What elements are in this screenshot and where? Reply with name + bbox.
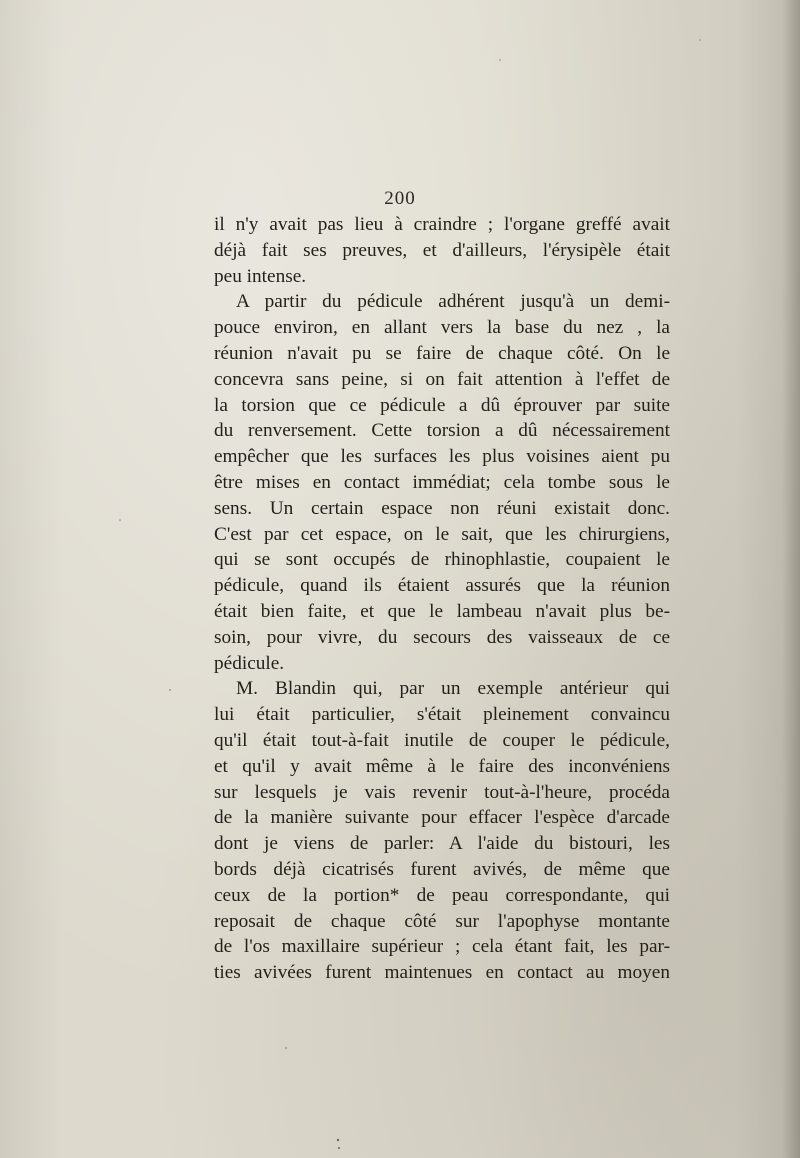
page-number: 200 (384, 188, 416, 209)
text-line: peu intense. (214, 265, 307, 287)
text-line: la torsion que ce pédicule a dû éprouver par suite (214, 394, 670, 416)
text-line: et qu'il y avait même à le faire des inconvéniens (214, 755, 670, 777)
text-line: était bien faite, et que le lambeau n'avait plus be- (214, 600, 670, 622)
body-text (214, 212, 670, 986)
text-line: déjà fait ses preuves, et d'ailleurs, l'érysipèle était (214, 239, 670, 261)
text-line: être mises en contact immédiat; cela tombe sous le (214, 471, 670, 493)
text-line: empêcher que les surfaces les plus voisines aient pu (214, 446, 670, 468)
text-line: sens. Un certain espace non réuni existait donc. (214, 497, 670, 519)
text-line: concevra sans peine, si on fait attention à l'effet de (214, 368, 670, 390)
text-line: lui était particulier, s'était pleinement convaincu (214, 704, 670, 726)
text-line: de l'os maxillaire supérieur ; cela étant fait, les par- (214, 936, 670, 958)
text-line: ceux de la portion* de peau correspondante, qui (214, 884, 670, 906)
text-line: reposait de chaque côté sur l'apophyse montante (214, 910, 670, 932)
text-line: A partir du pédicule adhérent jusqu'à un demi- (236, 291, 670, 313)
text-line: C'est par cet espace, on le sait, que les chirurgiens, (214, 523, 670, 545)
text-line: ties avivées furent maintenues en contact au moyen (214, 962, 670, 984)
text-line: qu'il était tout-à-fait inutile de couper le pédicule, (214, 729, 670, 751)
page-edge-shadow (782, 0, 800, 1158)
text-line: pouce environ, en allant vers la base du nez , la (214, 317, 670, 339)
text-line: du renversement. Cette torsion a dû nécessairement (214, 420, 670, 442)
text-line: pédicule. (214, 652, 285, 674)
text-line: M. Blandin qui, par un exemple antérieur qui (236, 678, 670, 700)
text-line: pédicule, quand ils étaient assurés que la réunion (214, 575, 670, 597)
text-line: dont je viens de parler: A l'aide du bistouri, les (214, 833, 670, 855)
text-line: bords déjà cicatrisés furent avivés, de même que (214, 858, 670, 880)
text-line: qui se sont occupés de rhinophlastie, coupaient le (214, 549, 670, 571)
text-line: il n'y avait pas lieu à craindre ; l'organe greffé avait (214, 214, 670, 235)
text-line: sur lesquels je vais revenir tout-à-l'heure, procéda (214, 781, 670, 803)
text-line: soin, pour vivre, du secours des vaisseaux de ce (214, 626, 670, 648)
text-line: de la manière suivante pour effacer l'espèce d'arcade (214, 807, 670, 829)
text-line: réunion n'avait pu se faire de chaque côté. On le (214, 342, 670, 364)
